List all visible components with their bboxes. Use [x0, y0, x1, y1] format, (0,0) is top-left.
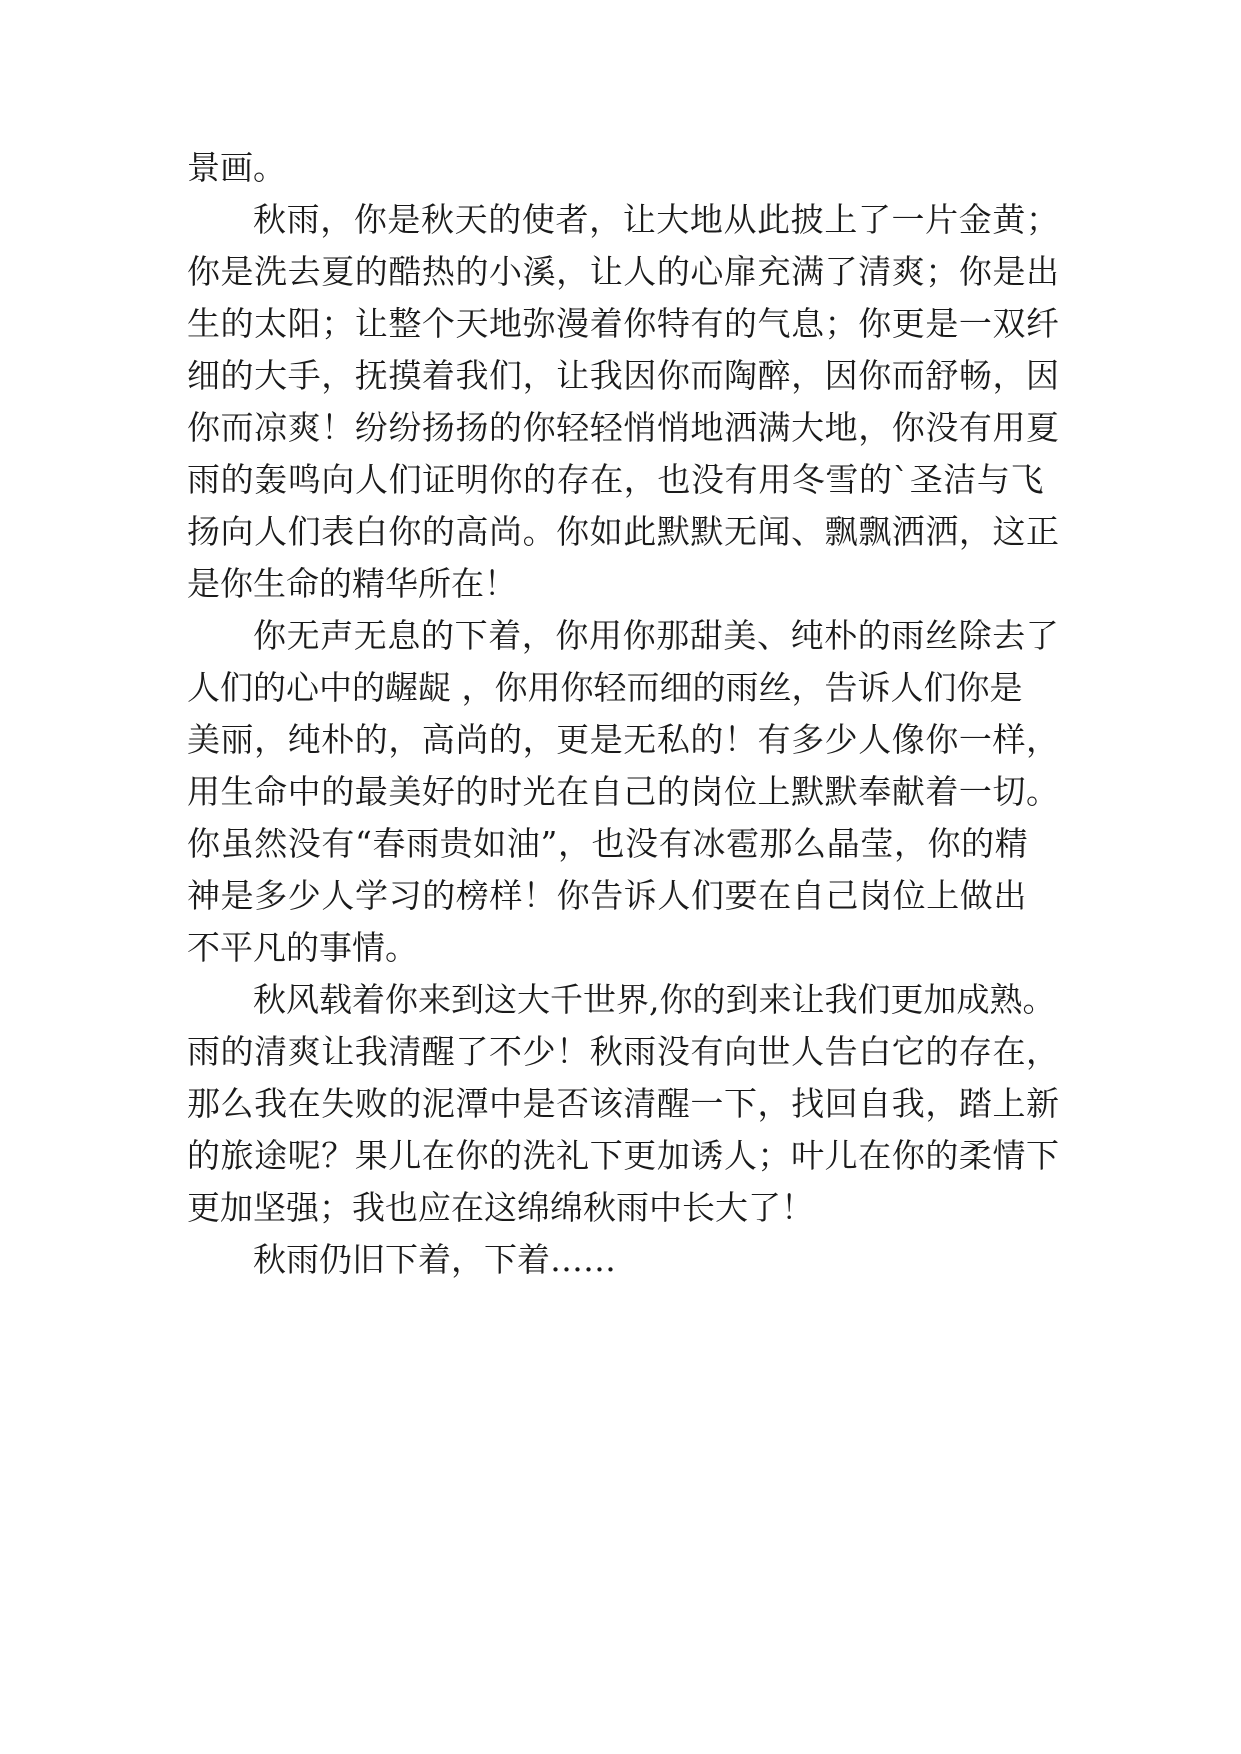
paragraph-first-line: 秋雨仍旧下着，下着…… [253, 1240, 616, 1279]
paragraph-first-line: 秋雨，你是秋天的使者，让大地从此披上了一片金黄； [253, 200, 1060, 239]
text-line: 是你生命的精华所在！ [187, 564, 517, 603]
text-line: 人们的心中的龌龊 ，你用你轻而细的雨丝，告诉人们你是 [187, 668, 1023, 707]
text-line: 生的太阳；让整个天地弥漫着你特有的气息；你更是一双纤 [187, 304, 1060, 343]
text-line: 你是洗去夏的酷热的小溪，让人的心扉充满了清爽；你是出 [187, 252, 1060, 291]
text-line: 不平凡的事情。 [187, 928, 418, 967]
text-line: 用生命中的最美好的时光在自己的岗位上默默奉献着一切。 [187, 772, 1060, 811]
text-line: 扬向人们表白你的高尚。你如此默默无闻、飘飘洒洒，这正 [187, 512, 1060, 551]
text-line: 景画。 [187, 148, 286, 187]
text-line: 雨的轰鸣向人们证明你的存在，也没有用冬雪的`圣洁与飞 [187, 460, 1045, 499]
text-line: 你而凉爽！纷纷扬扬的你轻轻悄悄地洒满大地，你没有用夏 [187, 408, 1060, 447]
text-line: 更加坚强；我也应在这绵绵秋雨中长大了！ [187, 1188, 814, 1227]
paragraph-first-line: 秋风载着你来到这大千世界,你的到来让我们更加成熟。 [253, 980, 1056, 1019]
text-line: 你虽然没有“春雨贵如油”，也没有冰雹那么晶莹，你的精 [187, 824, 1029, 863]
text-line: 美丽，纯朴的，高尚的，更是无私的！有多少人像你一样， [187, 720, 1060, 759]
paragraph-first-line: 你无声无息的下着，你用你那甜美、纯朴的雨丝除去了 [253, 616, 1060, 655]
text-line: 的旅途呢？果儿在你的洗礼下更加诱人；叶儿在你的柔情下 [187, 1136, 1060, 1175]
text-line: 神是多少人学习的榜样！你告诉人们要在自己岗位上做出 [187, 876, 1027, 915]
text-line: 那么我在失败的泥潭中是否该清醒一下，找回自我，踏上新 [187, 1084, 1060, 1123]
text-line: 细的大手，抚摸着我们，让我因你而陶醉，因你而舒畅，因 [187, 356, 1060, 395]
text-line: 雨的清爽让我清醒了不少！秋雨没有向世人告白它的存在， [187, 1032, 1060, 1071]
